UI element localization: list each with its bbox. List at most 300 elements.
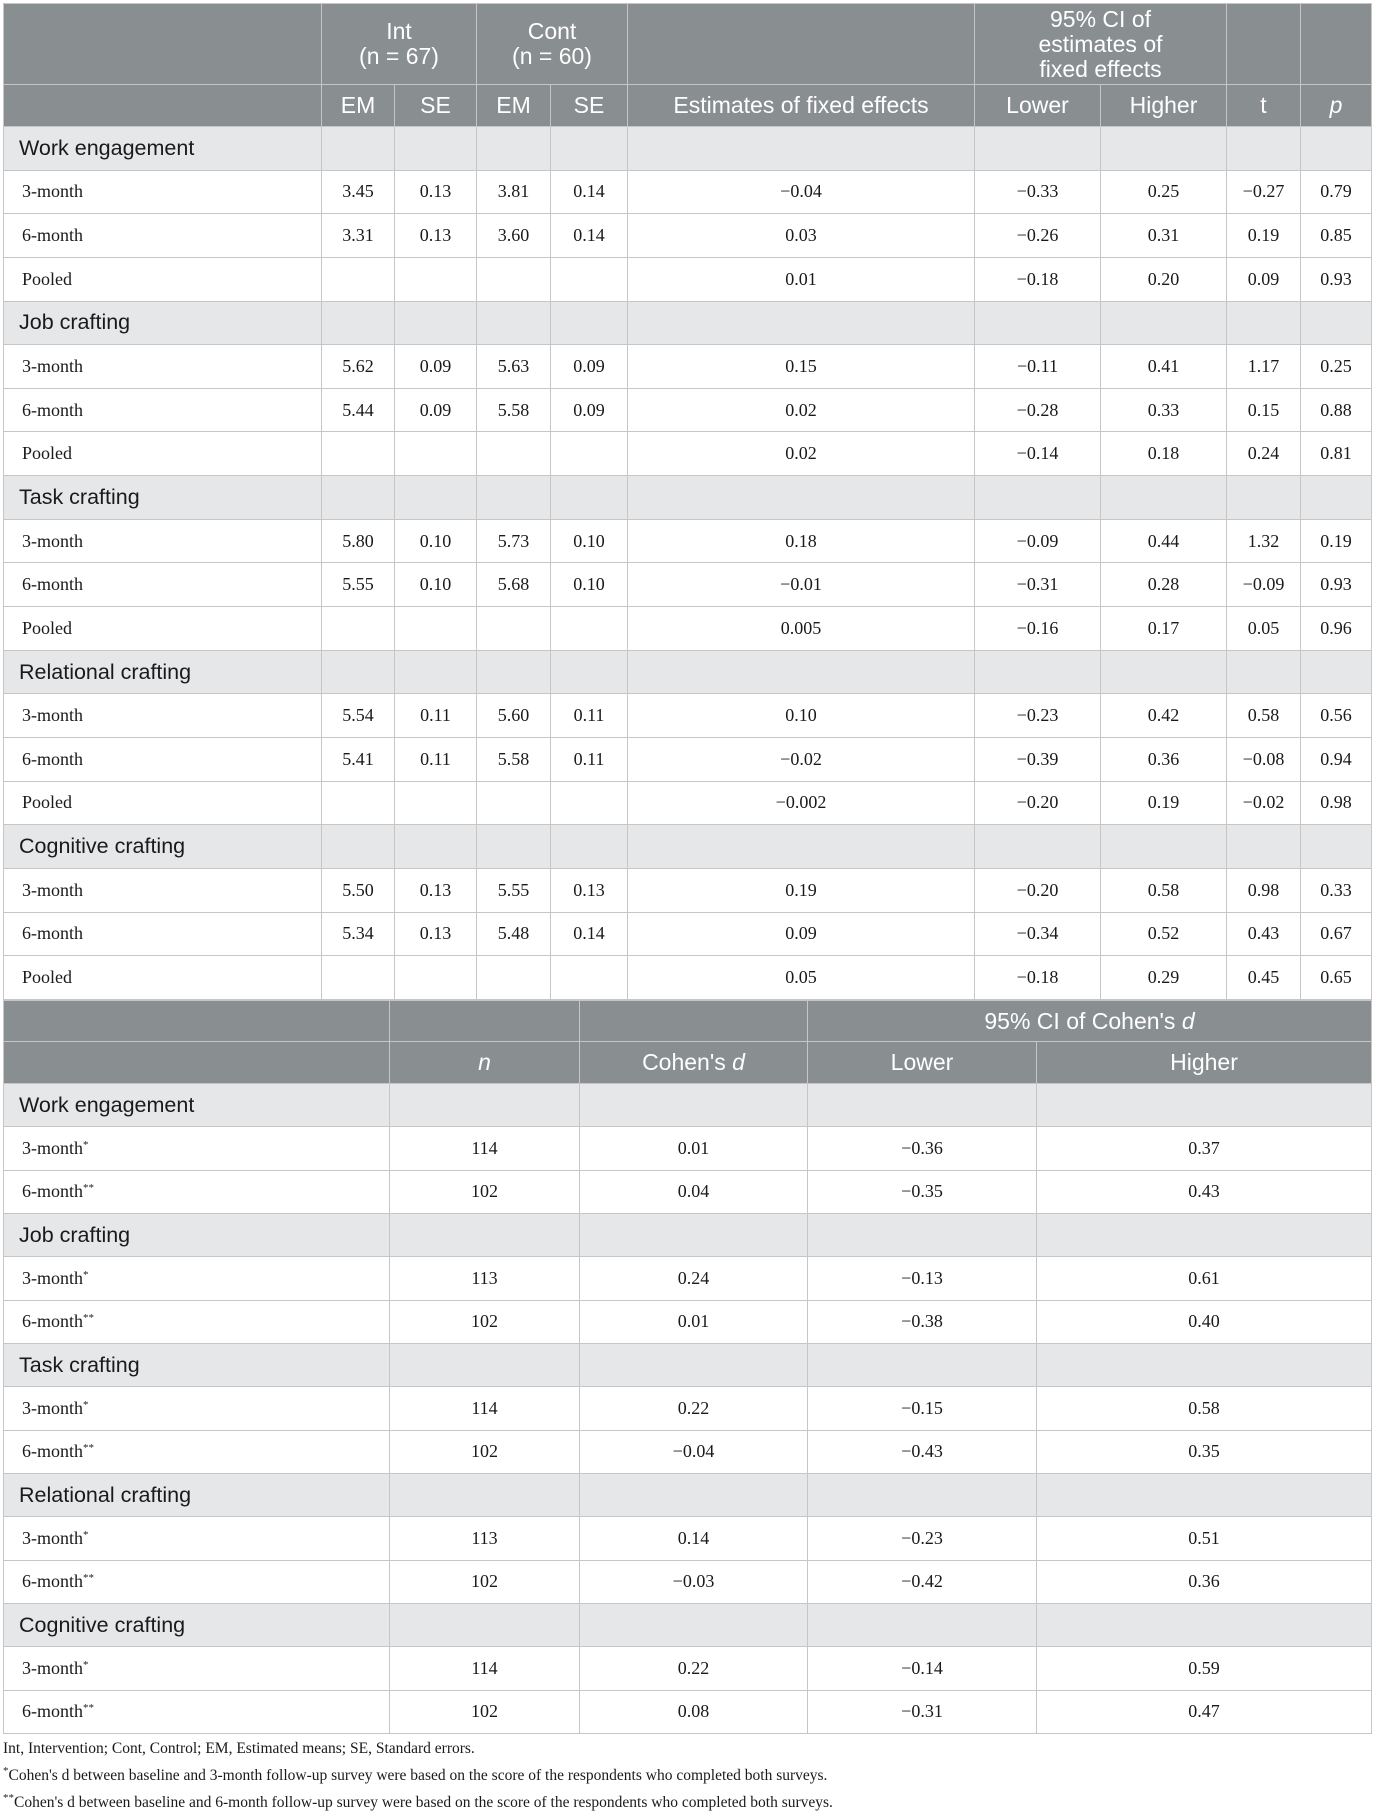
- cell-lower: −0.18: [975, 257, 1101, 301]
- cell-d: 0.04: [580, 1170, 808, 1213]
- row-label: 6-month: [4, 737, 322, 781]
- cell-d: −0.03: [580, 1560, 808, 1603]
- section-blank-cell: [551, 650, 628, 694]
- row-label-mark: **: [83, 1442, 94, 1455]
- cell-lower: −0.31: [808, 1690, 1037, 1733]
- row-label-cell: [4, 1170, 390, 1213]
- section-header-row: [4, 1603, 1372, 1646]
- section-header-row: [4, 1213, 1372, 1256]
- section-blank-cell: [390, 1084, 580, 1127]
- section-header-row: [4, 650, 1372, 694]
- cell-d: 0.01: [580, 1300, 808, 1343]
- cell-em-int: [322, 781, 395, 825]
- table-row: [4, 737, 1372, 781]
- cell-higher: 0.25: [1101, 170, 1227, 214]
- cell-est: −0.002: [628, 781, 975, 825]
- section-title: Relational crafting: [4, 650, 322, 694]
- table-row: [4, 607, 1372, 651]
- cell-p: 0.67: [1301, 912, 1372, 956]
- header-blank-estimates: [628, 4, 975, 85]
- cell-p: 0.93: [1301, 563, 1372, 607]
- header-blank-t: [1227, 4, 1301, 85]
- cell-t: 0.15: [1227, 388, 1301, 432]
- section-header-row: [4, 825, 1372, 869]
- cell-p: 0.85: [1301, 214, 1372, 258]
- cell-est: 0.19: [628, 868, 975, 912]
- t2-header-ci-group: [808, 1001, 1372, 1042]
- section-blank-cell: [1227, 127, 1301, 171]
- section-blank-cell: [477, 127, 551, 171]
- cell-em-int: [322, 956, 395, 1000]
- header-ci-line1: 95% CI of: [1050, 5, 1151, 32]
- header-corner: [4, 4, 322, 85]
- section-blank-cell: [580, 1603, 808, 1646]
- t2-header-corner: [4, 1001, 390, 1042]
- cell-higher: 0.28: [1101, 563, 1227, 607]
- cell-se-cont: 0.13: [551, 868, 628, 912]
- row-label-mark: *: [83, 1528, 89, 1541]
- cell-p: 0.96: [1301, 607, 1372, 651]
- cell-t: 1.17: [1227, 345, 1301, 389]
- t2-col-header-d-label: Cohen's: [642, 1049, 733, 1075]
- row-label-mark: *: [83, 1138, 89, 1151]
- cell-em-cont: [477, 432, 551, 476]
- t2-col-header-lower: Lower: [808, 1042, 1037, 1084]
- col-header-t: t: [1227, 85, 1301, 127]
- table-row: [4, 345, 1372, 389]
- cell-higher: 0.40: [1037, 1300, 1372, 1343]
- row-label-cell: [4, 1647, 390, 1690]
- row-label-cell: [4, 1127, 390, 1170]
- section-blank-cell: [1301, 825, 1372, 869]
- cell-em-int: 5.50: [322, 868, 395, 912]
- row-label-cell: [4, 1517, 390, 1560]
- row-label: Pooled: [4, 607, 322, 651]
- cell-lower: −0.42: [808, 1560, 1037, 1603]
- section-blank-cell: [1301, 127, 1372, 171]
- table-row: [4, 1257, 1372, 1300]
- section-header-row: [4, 476, 1372, 520]
- cell-se-int: 0.13: [395, 214, 477, 258]
- row-label-cell: [4, 1690, 390, 1733]
- table-row: [4, 1170, 1372, 1213]
- section-blank-cell: [477, 650, 551, 694]
- cell-em-int: 5.41: [322, 737, 395, 781]
- cell-em-int: 5.44: [322, 388, 395, 432]
- header-cont-n: (n = 60): [512, 43, 592, 69]
- cell-lower: −0.09: [975, 519, 1101, 563]
- cell-em-cont: 5.73: [477, 519, 551, 563]
- row-label: 6-month: [4, 214, 322, 258]
- header-int-label: Int: [386, 18, 412, 44]
- cell-lower: −0.36: [808, 1127, 1037, 1170]
- t2-col-header-d: [580, 1042, 808, 1084]
- section-blank-cell: [1227, 301, 1301, 345]
- cell-se-cont: [551, 432, 628, 476]
- t2-header-blank-d: [580, 1001, 808, 1042]
- cell-est: 0.09: [628, 912, 975, 956]
- table-row: [4, 1127, 1372, 1170]
- section-blank-cell: [551, 127, 628, 171]
- row-label: 3-month: [4, 170, 322, 214]
- section-title: Work engagement: [4, 127, 322, 171]
- section-blank-cell: [1037, 1213, 1372, 1256]
- t2-header-blank-n: [390, 1001, 580, 1042]
- section-blank-cell: [628, 825, 975, 869]
- cell-em-int: 5.62: [322, 345, 395, 389]
- section-blank-cell: [628, 301, 975, 345]
- section-blank-cell: [477, 301, 551, 345]
- section-blank-cell: [808, 1473, 1037, 1516]
- fixed-effects-body: [4, 127, 1372, 1000]
- cell-t: 0.24: [1227, 432, 1301, 476]
- row-label: 3-month: [4, 694, 322, 738]
- section-blank-cell: [390, 1343, 580, 1386]
- cell-lower: −0.23: [808, 1517, 1037, 1560]
- row-label: 6-month: [4, 563, 322, 607]
- cell-lower: −0.39: [975, 737, 1101, 781]
- cell-lower: −0.35: [808, 1170, 1037, 1213]
- section-blank-cell: [1301, 650, 1372, 694]
- cell-se-int: 0.13: [395, 170, 477, 214]
- cell-lower: −0.15: [808, 1387, 1037, 1430]
- t2-header-blank-label: [4, 1042, 390, 1084]
- header-ci-group: [975, 4, 1227, 85]
- row-label: 6-month: [22, 1701, 83, 1722]
- cell-t: 0.45: [1227, 956, 1301, 1000]
- cell-lower: −0.14: [808, 1647, 1037, 1690]
- section-blank-cell: [1301, 476, 1372, 520]
- cell-t: −0.08: [1227, 737, 1301, 781]
- cell-higher: 0.52: [1101, 912, 1227, 956]
- row-label-mark: *: [83, 1268, 89, 1281]
- table-row: [4, 519, 1372, 563]
- cell-higher: 0.35: [1037, 1430, 1372, 1473]
- cell-d: 0.24: [580, 1257, 808, 1300]
- section-blank-cell: [975, 825, 1101, 869]
- header-blank-label: [4, 85, 322, 127]
- cell-n: 102: [390, 1300, 580, 1343]
- cell-higher: 0.41: [1101, 345, 1227, 389]
- cell-higher: 0.58: [1037, 1387, 1372, 1430]
- section-blank-cell: [1301, 301, 1372, 345]
- t2-col-header-n: n: [390, 1042, 580, 1084]
- table-row: [4, 781, 1372, 825]
- col-header-em-int: EM: [322, 85, 395, 127]
- table-row: [4, 214, 1372, 258]
- cell-d: 0.08: [580, 1690, 808, 1733]
- row-label: 6-month: [22, 1571, 83, 1592]
- section-title: Work engagement: [4, 1084, 390, 1127]
- section-header-row: [4, 301, 1372, 345]
- section-blank-cell: [808, 1603, 1037, 1646]
- section-blank-cell: [1101, 301, 1227, 345]
- cell-t: 0.98: [1227, 868, 1301, 912]
- cell-d: −0.04: [580, 1430, 808, 1473]
- cell-lower: −0.43: [808, 1430, 1037, 1473]
- table-row: [4, 1560, 1372, 1603]
- cell-t: 1.32: [1227, 519, 1301, 563]
- row-label: Pooled: [4, 956, 322, 1000]
- section-blank-cell: [322, 825, 395, 869]
- cell-se-cont: 0.09: [551, 388, 628, 432]
- cell-t: 0.43: [1227, 912, 1301, 956]
- footnote-abbreviations: Int, Intervention; Cont, Control; EM, Estimated means; SE, Standard errors.: [3, 1740, 475, 1757]
- col-header-p: p: [1301, 85, 1372, 127]
- cell-se-int: [395, 607, 477, 651]
- footnote-1-text: Cohen's d between baseline and 3-month follow-up survey were based on the score of the respondents who completed both surveys.: [8, 1767, 828, 1784]
- table-row: [4, 912, 1372, 956]
- cell-est: 0.18: [628, 519, 975, 563]
- cell-est: 0.02: [628, 388, 975, 432]
- section-blank-cell: [580, 1343, 808, 1386]
- cell-t: 0.58: [1227, 694, 1301, 738]
- header-ci-line3: fixed effects: [1039, 55, 1162, 82]
- cell-t: −0.02: [1227, 781, 1301, 825]
- cell-est: 0.01: [628, 257, 975, 301]
- cell-lower: −0.14: [975, 432, 1101, 476]
- cell-higher: 0.29: [1101, 956, 1227, 1000]
- row-label-cell: [4, 1387, 390, 1430]
- t2-col-header-d-italic: d: [732, 1049, 745, 1075]
- col-header-estimates: Estimates of fixed effects: [628, 85, 975, 127]
- cell-p: 0.94: [1301, 737, 1372, 781]
- section-blank-cell: [580, 1213, 808, 1256]
- section-title: Task crafting: [4, 1343, 390, 1386]
- cell-se-int: [395, 432, 477, 476]
- cell-p: 0.88: [1301, 388, 1372, 432]
- row-label: 6-month: [22, 1311, 83, 1332]
- cell-se-cont: [551, 956, 628, 1000]
- cell-se-int: [395, 257, 477, 301]
- cell-em-cont: 3.60: [477, 214, 551, 258]
- section-blank-cell: [808, 1213, 1037, 1256]
- cell-se-cont: [551, 257, 628, 301]
- cell-n: 114: [390, 1387, 580, 1430]
- cell-t: 0.09: [1227, 257, 1301, 301]
- row-label-mark: **: [83, 1702, 94, 1715]
- section-blank-cell: [808, 1084, 1037, 1127]
- cell-se-cont: 0.10: [551, 519, 628, 563]
- section-blank-cell: [975, 127, 1101, 171]
- section-header-row: [4, 1343, 1372, 1386]
- cell-est: 0.10: [628, 694, 975, 738]
- cell-lower: −0.34: [975, 912, 1101, 956]
- col-header-se-cont: SE: [551, 85, 628, 127]
- section-blank-cell: [390, 1603, 580, 1646]
- table-row: [4, 388, 1372, 432]
- row-label: Pooled: [4, 432, 322, 476]
- footnote-2: [3, 1787, 1371, 1814]
- section-blank-cell: [628, 476, 975, 520]
- cell-em-int: [322, 607, 395, 651]
- cell-se-int: 0.11: [395, 694, 477, 738]
- table-footnotes: [3, 1738, 1371, 1814]
- row-label-mark: **: [83, 1182, 94, 1195]
- cell-n: 113: [390, 1257, 580, 1300]
- row-label: Pooled: [4, 781, 322, 825]
- section-title: Cognitive crafting: [4, 1603, 390, 1646]
- cell-p: 0.25: [1301, 345, 1372, 389]
- table-row: [4, 563, 1372, 607]
- cell-p: 0.93: [1301, 257, 1372, 301]
- cell-lower: −0.11: [975, 345, 1101, 389]
- cell-em-cont: 5.55: [477, 868, 551, 912]
- table-row: [4, 1387, 1372, 1430]
- table-row: [4, 1430, 1372, 1473]
- cell-n: 102: [390, 1560, 580, 1603]
- cell-t: −0.27: [1227, 170, 1301, 214]
- section-blank-cell: [628, 650, 975, 694]
- cell-em-int: 5.80: [322, 519, 395, 563]
- row-label: 3-month: [4, 519, 322, 563]
- table-row: [4, 1300, 1372, 1343]
- cell-lower: −0.38: [808, 1300, 1037, 1343]
- cell-p: 0.98: [1301, 781, 1372, 825]
- cell-se-cont: 0.14: [551, 170, 628, 214]
- col-header-higher: Higher: [1101, 85, 1227, 127]
- cell-higher: 0.51: [1037, 1517, 1372, 1560]
- cell-p: 0.33: [1301, 868, 1372, 912]
- t2-header-ci-label-d: d: [1181, 1007, 1195, 1034]
- cell-est: 0.03: [628, 214, 975, 258]
- cell-em-int: [322, 257, 395, 301]
- row-label: 6-month: [4, 388, 322, 432]
- cell-se-int: [395, 781, 477, 825]
- row-label: 3-month: [22, 1397, 83, 1418]
- cell-em-cont: 5.60: [477, 694, 551, 738]
- cell-lower: −0.18: [975, 956, 1101, 1000]
- footnote-2-text: Cohen's d between baseline and 6-month follow-up survey were based on the score of the respondents who completed both surveys.: [14, 1794, 833, 1811]
- row-label-mark: *: [83, 1658, 89, 1671]
- header-int-group: [322, 4, 477, 85]
- row-label: 3-month: [4, 345, 322, 389]
- cell-t: 0.05: [1227, 607, 1301, 651]
- row-label-cell: [4, 1300, 390, 1343]
- table-row: [4, 432, 1372, 476]
- section-blank-cell: [390, 1473, 580, 1516]
- header-blank-p: [1301, 4, 1372, 85]
- section-title: Job crafting: [4, 301, 322, 345]
- row-label-mark: **: [83, 1572, 94, 1585]
- cell-em-int: 5.34: [322, 912, 395, 956]
- cell-se-int: 0.10: [395, 519, 477, 563]
- cell-higher: 0.61: [1037, 1257, 1372, 1300]
- header-ci-line2: estimates of: [1038, 30, 1163, 57]
- cell-est: −0.02: [628, 737, 975, 781]
- section-blank-cell: [395, 301, 477, 345]
- cell-em-cont: [477, 781, 551, 825]
- cell-se-int: 0.09: [395, 345, 477, 389]
- fixed-effects-table: [3, 3, 1372, 1000]
- section-blank-cell: [395, 825, 477, 869]
- cell-higher: 0.36: [1037, 1560, 1372, 1603]
- section-blank-cell: [322, 127, 395, 171]
- cell-lower: −0.33: [975, 170, 1101, 214]
- section-header-row: [4, 1084, 1372, 1127]
- table-row: [4, 1690, 1372, 1733]
- cell-lower: −0.28: [975, 388, 1101, 432]
- t2-header-ci-label: 95% CI of Cohen's: [984, 1007, 1182, 1034]
- table-row: [4, 694, 1372, 738]
- section-blank-cell: [975, 301, 1101, 345]
- cohens-d-body: [4, 1084, 1372, 1734]
- footnote-1-mark: *: [3, 1765, 9, 1777]
- section-blank-cell: [1101, 650, 1227, 694]
- section-blank-cell: [580, 1473, 808, 1516]
- cell-higher: 0.36: [1101, 737, 1227, 781]
- cell-p: 0.56: [1301, 694, 1372, 738]
- cell-p: 0.65: [1301, 956, 1372, 1000]
- section-blank-cell: [477, 476, 551, 520]
- cell-lower: −0.23: [975, 694, 1101, 738]
- cell-t: 0.19: [1227, 214, 1301, 258]
- section-blank-cell: [395, 127, 477, 171]
- cell-em-cont: 3.81: [477, 170, 551, 214]
- section-blank-cell: [390, 1213, 580, 1256]
- table-row: [4, 956, 1372, 1000]
- cell-lower: −0.31: [975, 563, 1101, 607]
- cell-higher: 0.17: [1101, 607, 1227, 651]
- cell-d: 0.22: [580, 1387, 808, 1430]
- row-label: Pooled: [4, 257, 322, 301]
- cell-se-cont: [551, 781, 628, 825]
- row-label: 3-month: [22, 1657, 83, 1678]
- cell-n: 114: [390, 1647, 580, 1690]
- section-blank-cell: [477, 825, 551, 869]
- cohens-d-table: [3, 1000, 1372, 1734]
- section-blank-cell: [975, 650, 1101, 694]
- cell-se-int: 0.10: [395, 563, 477, 607]
- section-blank-cell: [1227, 825, 1301, 869]
- cell-higher: 0.42: [1101, 694, 1227, 738]
- cell-higher: 0.31: [1101, 214, 1227, 258]
- section-blank-cell: [1037, 1603, 1372, 1646]
- cell-higher: 0.43: [1037, 1170, 1372, 1213]
- cell-se-int: 0.13: [395, 868, 477, 912]
- cell-se-cont: 0.14: [551, 912, 628, 956]
- section-blank-cell: [1101, 825, 1227, 869]
- section-blank-cell: [551, 301, 628, 345]
- cell-est: 0.02: [628, 432, 975, 476]
- row-label-mark: *: [83, 1398, 89, 1411]
- section-header-row: [4, 1473, 1372, 1516]
- cell-est: 0.15: [628, 345, 975, 389]
- row-label: 3-month: [22, 1267, 83, 1288]
- table-row: [4, 1647, 1372, 1690]
- table-row: [4, 170, 1372, 214]
- cell-higher: 0.37: [1037, 1127, 1372, 1170]
- section-blank-cell: [1101, 476, 1227, 520]
- cell-se-cont: 0.11: [551, 737, 628, 781]
- cell-higher: 0.58: [1101, 868, 1227, 912]
- cell-se-int: 0.09: [395, 388, 477, 432]
- t2-col-header-higher: Higher: [1037, 1042, 1372, 1084]
- cell-lower: −0.20: [975, 781, 1101, 825]
- section-blank-cell: [1037, 1343, 1372, 1386]
- cell-higher: 0.18: [1101, 432, 1227, 476]
- cell-n: 102: [390, 1690, 580, 1733]
- cell-d: 0.22: [580, 1647, 808, 1690]
- row-label-mark: **: [83, 1312, 94, 1325]
- section-blank-cell: [1037, 1473, 1372, 1516]
- cell-em-int: 3.45: [322, 170, 395, 214]
- section-title: Cognitive crafting: [4, 825, 322, 869]
- cell-lower: −0.26: [975, 214, 1101, 258]
- section-title: Job crafting: [4, 1213, 390, 1256]
- section-blank-cell: [1227, 476, 1301, 520]
- col-header-lower: Lower: [975, 85, 1101, 127]
